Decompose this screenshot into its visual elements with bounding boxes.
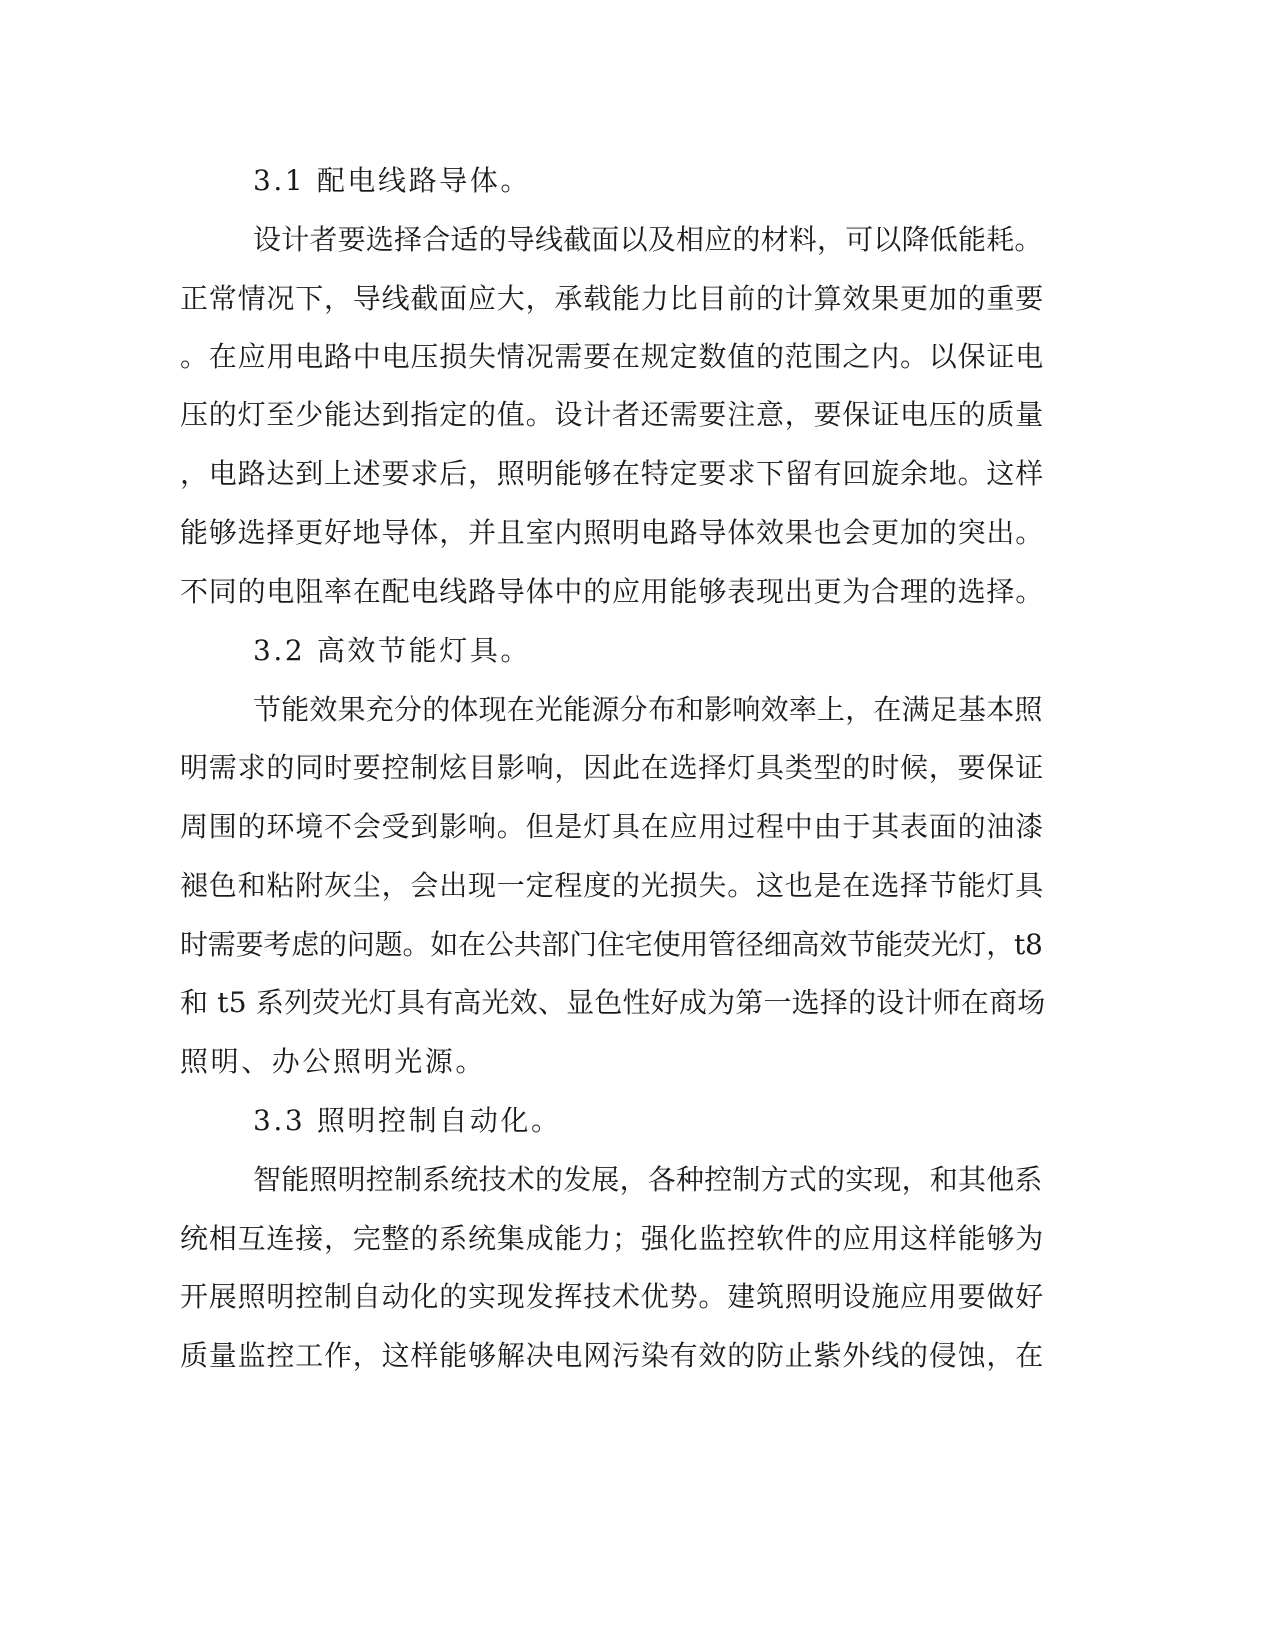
paragraph-line: 。在应用电路中电压损失情况需要在规定数值的范围之内。以保证电 bbox=[180, 340, 1045, 373]
paragraph-line: 周围的环境不会受到影响。但是灯具在应用过程中由于其表面的油漆 bbox=[180, 810, 1045, 843]
paragraph-line: 明需求的同时要控制炫目影响，因此在选择灯具类型的时候，要保证 bbox=[180, 751, 1045, 784]
paragraph-line: 时需要考虑的问题。如在公共部门住宅使用管径细高效节能荧光灯，t8 bbox=[180, 928, 1043, 961]
paragraph-line: 统相互连接，完整的系统集成能力；强化监控软件的应用这样能够为 bbox=[180, 1222, 1045, 1255]
paragraph-line: 设计者要选择合适的导线截面以及相应的材料，可以降低能耗。 bbox=[253, 223, 1043, 256]
paragraph-line: 压的灯至少能达到指定的值。设计者还需要注意，要保证电压的质量 bbox=[180, 398, 1045, 431]
paragraph-line: 开展照明控制自动化的实现发挥技术优势。建筑照明设施应用要做好 bbox=[180, 1280, 1045, 1313]
paragraph-line: 能够选择更好地导体，并且室内照明电路导体效果也会更加的突出。 bbox=[180, 516, 1045, 549]
section-heading-3-2: 3.2 高效节能灯具。 bbox=[253, 634, 532, 667]
paragraph-line: 质量监控工作，这样能够解决电网污染有效的防止紫外线的侵蚀，在 bbox=[180, 1339, 1045, 1372]
section-heading-3-3: 3.3 照明控制自动化。 bbox=[253, 1104, 562, 1137]
paragraph-line: 褪色和粘附灰尘，会出现一定程度的光损失。这也是在选择节能灯具 bbox=[180, 869, 1045, 902]
paragraph-line: 和 t5 系列荧光灯具有高光效、显色性好成为第一选择的设计师在商场 bbox=[180, 986, 1046, 1019]
paragraph-line: 正常情况下，导线截面应大，承载能力比目前的计算效果更加的重要 bbox=[180, 282, 1045, 315]
paragraph-line: 智能照明控制系统技术的发展，各种控制方式的实现，和其他系 bbox=[253, 1163, 1043, 1196]
section-heading-3-1: 3.1 配电线路导体。 bbox=[253, 164, 532, 197]
paragraph-line: ，电路达到上述要求后，照明能够在特定要求下留有回旋余地。这样 bbox=[180, 457, 1045, 490]
paragraph-line: 照明、办公照明光源。 bbox=[180, 1045, 487, 1078]
paragraph-line: 节能效果充分的体现在光能源分布和影响效率上，在满足基本照 bbox=[253, 693, 1043, 726]
paragraph-line: 不同的电阻率在配电线路导体中的应用能够表现出更为合理的选择。 bbox=[180, 575, 1045, 608]
